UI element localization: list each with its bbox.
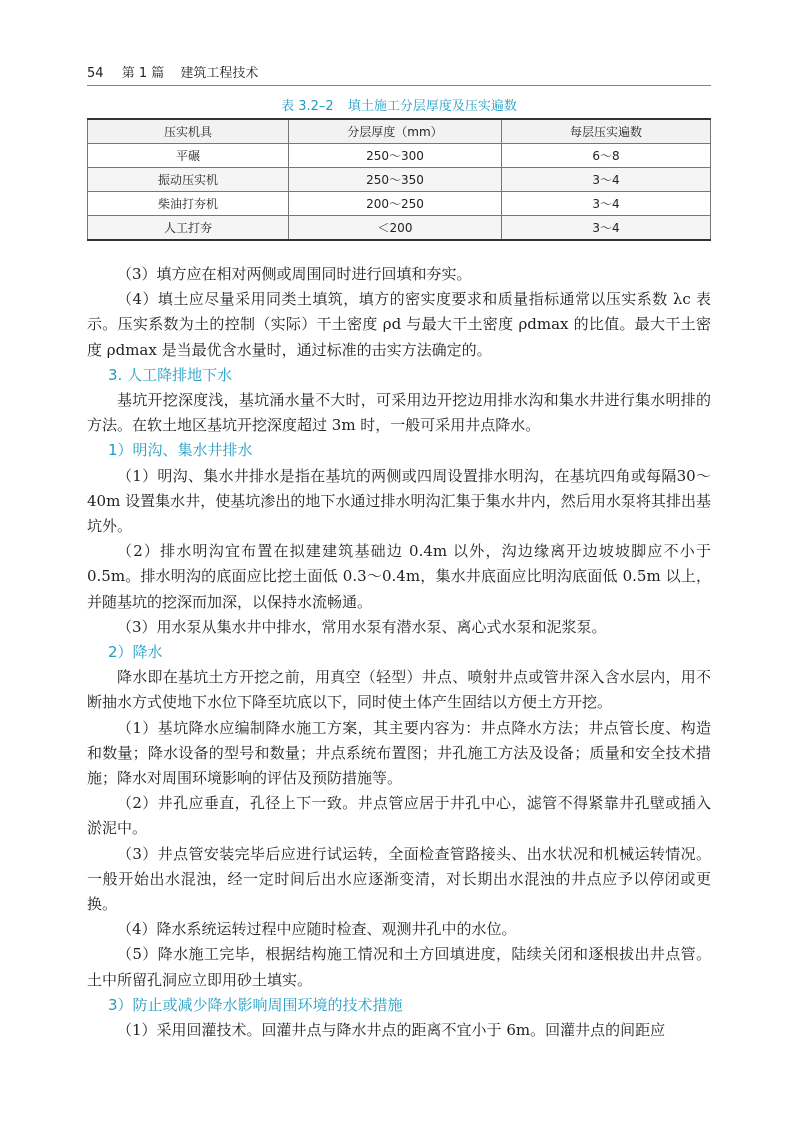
table-cell: 200～250 xyxy=(289,192,502,216)
table-header-row xyxy=(88,119,711,144)
column-header: 每层压实遍数 xyxy=(502,119,711,144)
paragraph: （5）降水施工完毕，根据结构施工情况和土方回填进度，陆续关闭和逐根拔出井点管。土中所留孔洞应立即用砂土填实。 xyxy=(87,945,711,989)
paragraph: （3）用水泵从集水井中排水，常用水泵有潜水泵、离心式水泵和泥浆泵。 xyxy=(117,617,607,636)
paragraph: （4）填土应尽量采用同类土填筑，填方的密实度要求和质量指标通常以压实系数 λc 表示。压实系数为土的控制（实际）干土密度 ρd 与最大干土密度 ρdmax 的比值。最大干土密度 ρdmax 是当最优含水量时，通过标准的击实方法确定的。 xyxy=(87,290,711,359)
paragraph: （3）井点管安装完毕后应进行试运转，全面检查管路接头、出水状况和机械运转情况。一般开始出水混浊，经一定时间后出水应逐渐变清，对长期出水混浊的井点应予以停闭或更换。 xyxy=(87,844,711,914)
table-title: 填土施工分层厚度及压实遍数 xyxy=(347,99,517,114)
table-row xyxy=(88,192,711,216)
table-cell: 250～300 xyxy=(289,144,502,168)
paragraph: （3）填方应在相对两侧或周围同时进行回填和夯实。 xyxy=(117,265,472,283)
table-row xyxy=(88,216,711,241)
paragraph: （1）采用回灌技术。回灌井点与降水井点的距离不宜小于 6m。回灌井点的间距应 xyxy=(117,1021,666,1040)
table-caption xyxy=(87,95,711,114)
table-cell: 6～8 xyxy=(502,144,711,168)
paragraph: （4）降水系统运转过程中应随时检查、观测井孔中的水位。 xyxy=(117,920,517,939)
table-cell: 柴油打夯机 xyxy=(88,192,289,216)
table-cell: 3～4 xyxy=(502,216,711,241)
body-text xyxy=(87,262,711,1043)
table-row xyxy=(88,168,711,192)
table-row xyxy=(88,144,711,168)
paragraph: 基坑开挖深度浅，基坑涌水量不大时，可采用边开挖边用排水沟和集水井进行集水明排的方法。在软土地区基坑开挖深度超过 3m 时，一般可采用井点降水。 xyxy=(87,391,711,435)
page-number: 54 xyxy=(87,66,104,81)
page-header xyxy=(87,62,258,81)
paragraph: （1）明沟、集水井排水是指在基坑的两侧或四周设置排水明沟，在基坑四角或每隔30～40m 设置集水井，使基坑渗出的地下水通过排水明沟汇集于集水井内，然后用水泵将其排出基坑外。 xyxy=(87,466,711,536)
column-header: 分层厚度（mm） xyxy=(289,119,502,144)
chapter-label: 第 1 篇 xyxy=(121,66,165,81)
subsection-heading: 3）防止或减少降水影响周围环境的技术措施 xyxy=(108,995,403,1014)
paragraph: （2）井孔应垂直，孔径上下一致。井点管应居于井孔中心，滤管不得紧靠井孔壁或插入淤泥中。 xyxy=(87,794,711,838)
table-cell: ＜200 xyxy=(289,216,502,241)
table-cell: 3～4 xyxy=(502,168,711,192)
table-cell: 人工打夯 xyxy=(88,216,289,241)
subsection-heading: 2）降水 xyxy=(108,643,163,662)
compaction-table xyxy=(87,118,711,241)
section-heading: 3. 人工降排地下水 xyxy=(108,365,233,384)
paragraph: 降水即在基坑土方开挖之前，用真空（轻型）井点、喷射井点或管井深入含水层内，用不断抽水方式使地下水位下降至坑底以下，同时使土体产生固结以方便土方开挖。 xyxy=(87,668,711,712)
chapter-title: 建筑工程技术 xyxy=(180,66,259,81)
table-number: 表 3.2–2 xyxy=(281,99,334,114)
table-cell: 振动压实机 xyxy=(88,168,289,192)
table-cell: 250～350 xyxy=(289,168,502,192)
subsection-heading: 1）明沟、集水井排水 xyxy=(108,441,253,460)
table-cell: 平碾 xyxy=(88,144,289,168)
paragraph: （1）基坑降水应编制降水施工方案，其主要内容为：井点降水方法；井点管长度、构造和数量；降水设备的型号和数量；井点系统布置图；井孔施工方法及设备；质量和安全技术措施；降水对周围环境影响的评估及预防措施等。 xyxy=(87,718,711,788)
paragraph: （2）排水明沟宜布置在拟建建筑基础边 0.4m 以外，沟边缘离开边坡坡脚应不小于 0.5m。排水明沟的底面应比挖土面低 0.3～0.4m，集水井底面应比明沟底面低 0.5m 以上，并随基坑的挖深而加深，以保持水流畅通。 xyxy=(87,542,711,611)
header-divider xyxy=(87,85,711,86)
table-cell: 3～4 xyxy=(502,192,711,216)
column-header: 压实机具 xyxy=(88,119,289,144)
